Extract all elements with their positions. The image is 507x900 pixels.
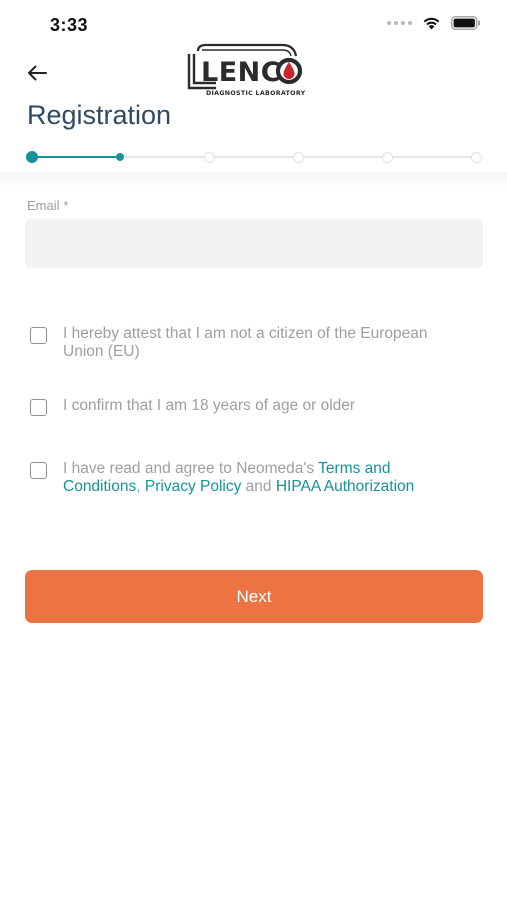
hipaa-authorization-link[interactable]: HIPAA Authorization — [275, 478, 415, 495]
cellular-signal-icon — [387, 21, 412, 25]
eu-citizen-checkbox[interactable] — [30, 327, 47, 344]
stepper-progress — [32, 156, 120, 158]
step-2-dot — [116, 153, 124, 161]
privacy-policy-link[interactable]: Privacy Policy — [144, 478, 242, 495]
eu-citizen-attestation-row — [30, 325, 470, 361]
required-marker: * — [63, 198, 69, 213]
terms-agreement-text — [63, 460, 470, 496]
svg-text:DIAGNOSTIC LABORATORY: DIAGNOSTIC LABORATORY — [206, 90, 306, 97]
email-label-text: Email — [27, 198, 60, 213]
step-4-dot — [293, 152, 304, 163]
step-5-dot — [382, 152, 393, 163]
age-confirmation-text: I confirm that I am 18 years of age or older — [63, 397, 356, 414]
status-icons — [387, 16, 481, 30]
and-separator: and — [241, 478, 276, 495]
page-title: Registration — [27, 100, 172, 130]
age-confirmation-checkbox[interactable] — [30, 399, 47, 416]
email-field[interactable] — [25, 219, 483, 268]
comma-separator: , — [136, 478, 145, 495]
step-3-dot — [204, 152, 215, 163]
terms-prefix-text: I have read and agree to Neomeda's — [63, 460, 319, 477]
step-1-dot — [26, 151, 38, 163]
logo-graphic — [186, 42, 322, 100]
status-time: 3:33 — [50, 15, 89, 35]
llenco-logo — [186, 42, 322, 100]
arrow-left-icon — [26, 64, 48, 82]
terms-agreement-checkbox[interactable] — [30, 462, 47, 479]
terms-and-conditions-link[interactable]: Terms and Conditions — [63, 460, 391, 495]
step-6-dot — [471, 152, 482, 163]
registration-stepper — [26, 150, 486, 164]
next-button[interactable]: Next — [25, 570, 483, 623]
terms-agreement-row — [30, 460, 470, 496]
wifi-icon — [422, 16, 441, 30]
email-label — [27, 198, 69, 213]
svg-text:LENC: LENC — [201, 57, 282, 88]
age-confirmation-row — [30, 397, 470, 416]
eu-citizen-text: I hereby attest that I am not a citizen of the European Union (EU) — [63, 325, 428, 360]
back-button[interactable] — [22, 58, 52, 88]
battery-icon — [451, 16, 481, 30]
header-divider — [0, 172, 507, 188]
